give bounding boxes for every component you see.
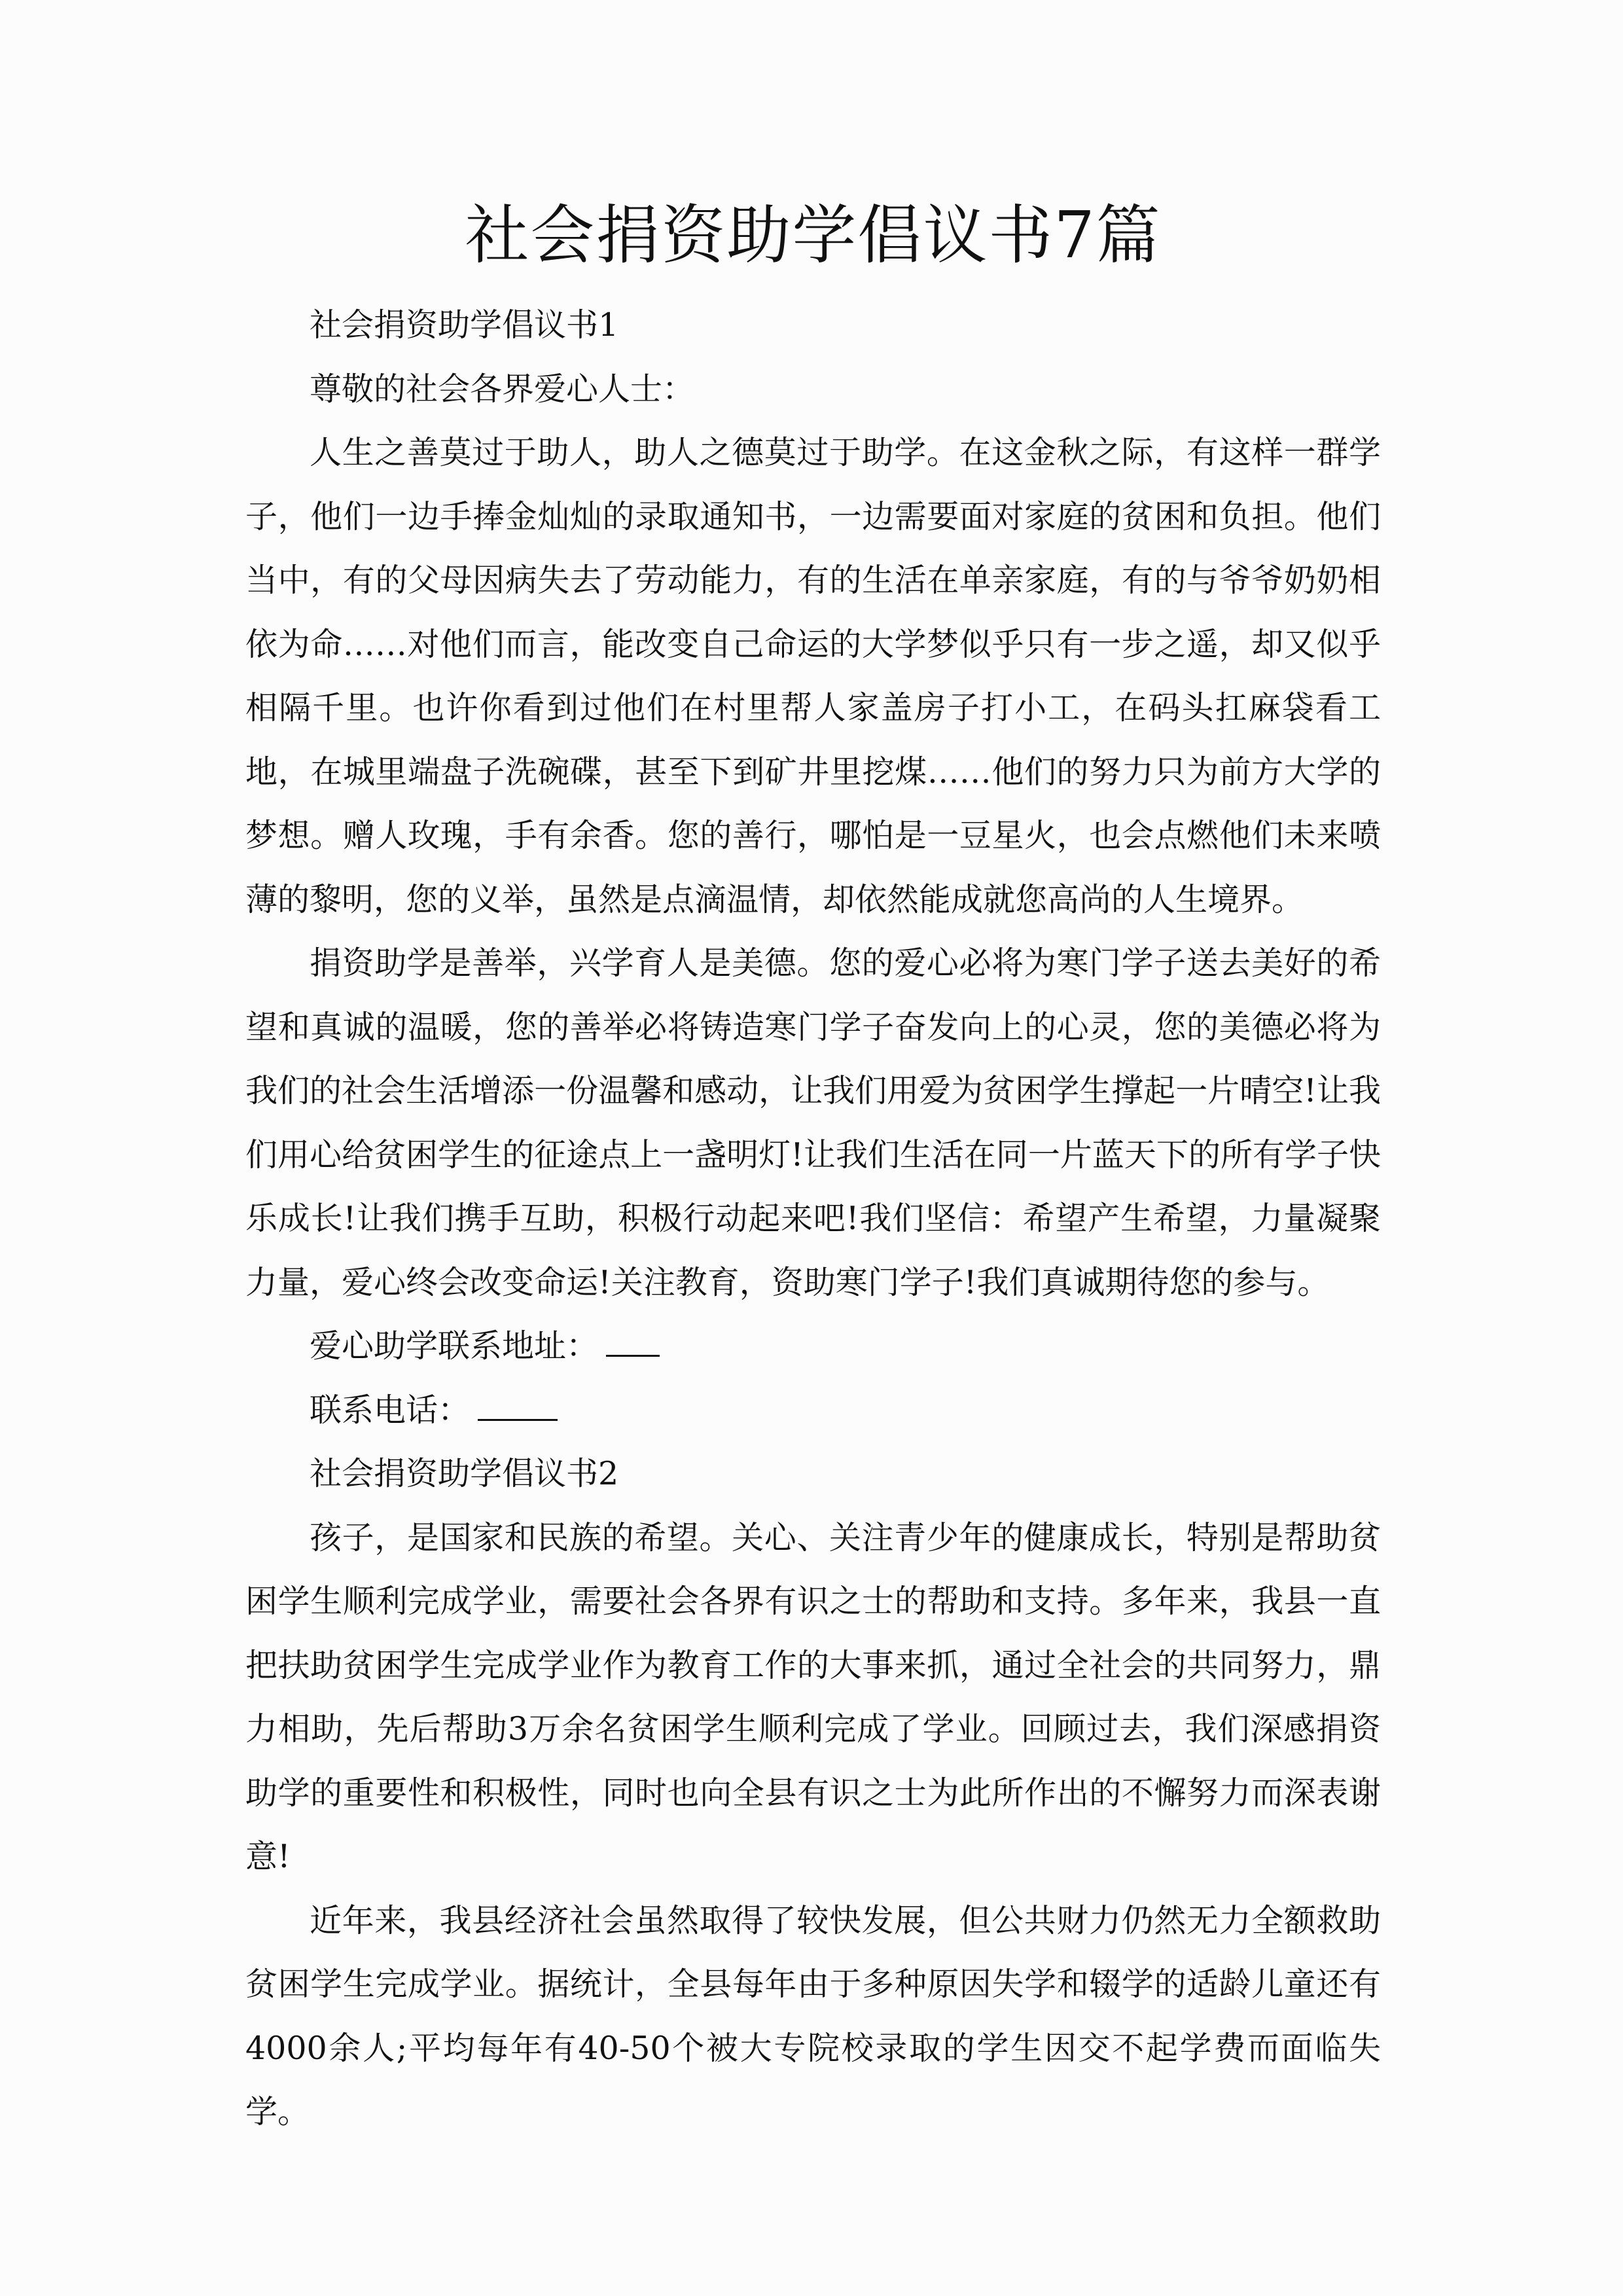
- section-1-heading: 社会捐资助学倡议书1: [310, 306, 619, 344]
- contact-address: [245, 1314, 1381, 1378]
- contact-phone-label: 联系电话：: [310, 1391, 471, 1429]
- contact-phone: [245, 1378, 1381, 1443]
- section-2-paragraph-1: 孩子，是国家和民族的希望。关心、关注青少年的健康成长，特别是帮助贫困学生顺利完成学业，需要社会各界有识之士的帮助和支持。多年来，我县一直把扶助贫困学生完成学业作为教育工作的大事来抓，通过全社会的共同努力，鼎力相助，先后帮助3万余名贫困学生顺利完成了学业。回顾过去，我们深感捐资助学的重要性和积极性，同时也向全县有识之士为此所作出的不懈努力而深表谢意!: [245, 1518, 1381, 1875]
- contact-phone-blank: [478, 1393, 558, 1421]
- contact-address-label: 爱心助学联系地址：: [310, 1327, 599, 1365]
- contact-address-blank: [606, 1329, 660, 1357]
- section-2-heading: 社会捐资助学倡议书2: [310, 1455, 619, 1492]
- salutation: 尊敬的社会各界爱心人士：: [310, 370, 695, 408]
- document-body: [245, 293, 1381, 2144]
- section-1-paragraph-2: 捐资助学是善举，兴学育人是美德。您的爱心必将为寒门学子送去美好的希望和真诚的温暖，您的善举必将铸造寒门学子奋发向上的心灵，您的美德必将为我们的社会生活增添一份温馨和感动，让我们用爱为贫困学生撑起一片晴空!让我们用心给贫困学生的征途点上一盏明灯!让我们生活在同一片蓝天下的所有学子快乐成长!让我们携手互助，积极行动起来吧!我们坚信：希望产生希望，力量凝聚力量，爱心终会改变命运!关注教育，资助寒门学子!我们真诚期待您的参与。: [245, 944, 1381, 1301]
- document-title: 社会捐资助学倡议书7篇: [465, 198, 1162, 273]
- section-1-paragraph-1: 人生之善莫过于助人，助人之德莫过于助学。在这金秋之际，有这样一群学子，他们一边手捧金灿灿的录取通知书，一边需要面对家庭的贫困和负担。他们当中，有的父母因病失去了劳动能力，有的生活在单亲家庭，有的与爷爷奶奶相依为命……对他们而言，能改变自己命运的大学梦似乎只有一步之遥，却又似乎相隔千里。也许你看到过他们在村里帮人家盖房子打小工，在码头扛麻袋看工地，在城里端盘子洗碗碟，甚至下到矿井里挖煤……他们的努力只为前方大学的梦想。赠人玫瑰，手有余香。您的善行，哪怕是一豆星火，也会点燃他们未来喷薄的黎明，您的义举，虽然是点滴温情，却依然能成就您高尚的人生境界。: [245, 434, 1381, 918]
- section-2-paragraph-2: 近年来，我县经济社会虽然取得了较快发展，但公共财力仍然无力全额救助贫困学生完成学业。据统计，全县每年由于多种原因失学和辍学的适龄儿童还有4000余人;平均每年有40-50个被大专院校录取的学生因交不起学费而面临失学。: [245, 1901, 1381, 2130]
